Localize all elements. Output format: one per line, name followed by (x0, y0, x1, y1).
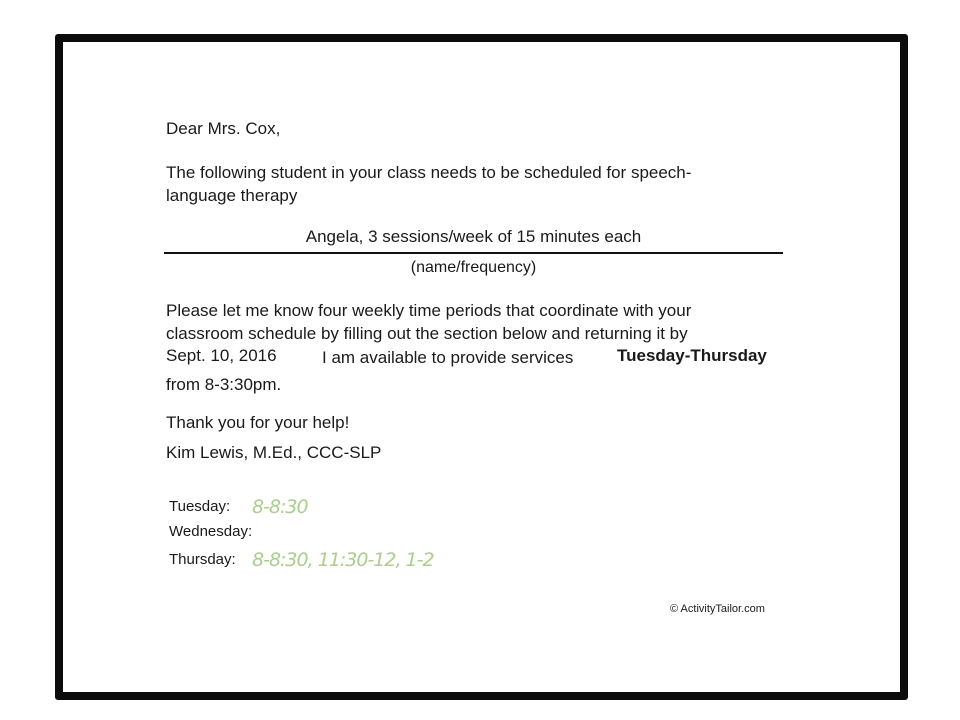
signature: Kim Lewis, M.Ed., CCC-SLP (166, 443, 382, 462)
student-info: Angela, 3 sessions/week of 15 minutes each (305, 227, 642, 246)
intro-line-1: The following student in your class needs to be scheduled for speech- (166, 163, 692, 182)
copyright-notice: © ActivityTailor.com (670, 603, 765, 615)
intro-line-2: language therapy (166, 186, 298, 205)
salutation: Dear Mrs. Cox, (166, 119, 281, 138)
request-line-2: classroom schedule by filling out the section below and returning it by (166, 324, 688, 343)
fill-in-rule (164, 252, 783, 254)
tuesday-label: Tuesday: (169, 498, 231, 515)
thanks-line: Thank you for your help! (166, 413, 350, 432)
request-line-1: Please let me know four weekly time periods that coordinate with your (166, 301, 692, 320)
availability-hours: from 8-3:30pm. (166, 375, 282, 394)
wednesday-label: Wednesday: (169, 523, 253, 540)
thursday-label: Thursday: (169, 551, 236, 568)
tuesday-times: 8-8:30 (252, 496, 308, 518)
availability-days: Tuesday-Thursday (617, 346, 767, 365)
field-caption: (name/frequency) (410, 259, 537, 276)
due-date: Sept. 10, 2016 (166, 346, 277, 365)
availability-text: I am available to provide services (322, 348, 574, 367)
thursday-times: 8-8:30, 11:30-12, 1-2 (252, 549, 434, 571)
